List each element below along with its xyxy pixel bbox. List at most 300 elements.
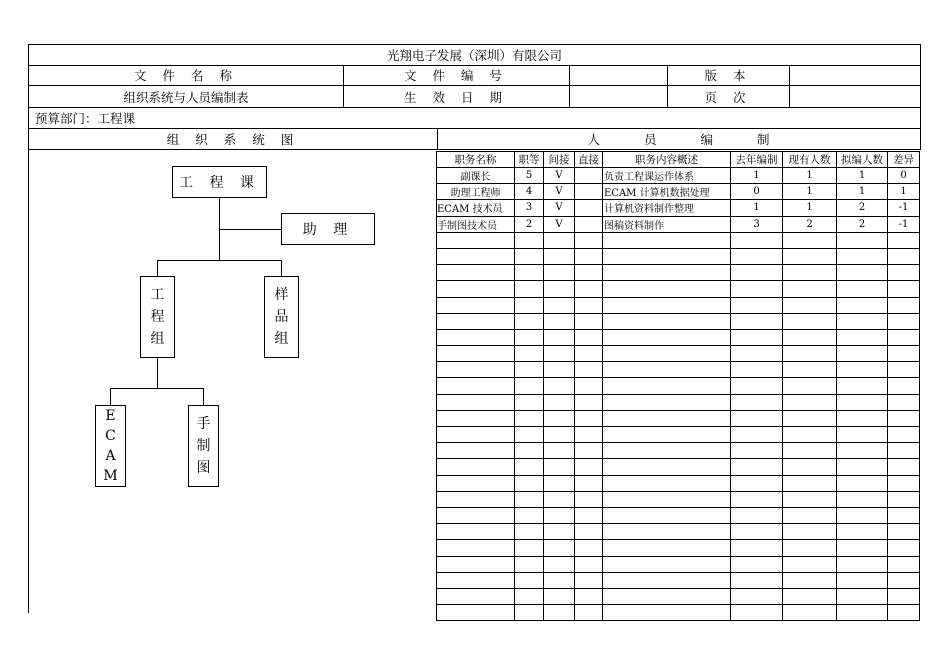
table-cell (544, 232, 575, 248)
table-cell (544, 410, 575, 426)
table-cell (544, 507, 575, 523)
org-char: M (103, 468, 118, 484)
table-cell (603, 475, 731, 491)
table-cell (603, 443, 731, 459)
table-cell (603, 281, 731, 297)
table-cell (783, 410, 837, 426)
table-cell (575, 200, 603, 216)
table-cell (603, 394, 731, 410)
org-chart-title: 组 织 系 统 图 (166, 132, 300, 147)
page-value (789, 86, 920, 107)
table-row-empty (437, 378, 920, 394)
org-char: 品 (274, 309, 289, 325)
table-row-empty (437, 427, 920, 443)
table-cell (544, 265, 575, 281)
table-cell (515, 410, 544, 426)
table-row-empty (437, 507, 920, 523)
table-row-empty (437, 540, 920, 556)
table-cell (603, 346, 731, 362)
table-cell: 1 (837, 168, 888, 184)
table-cell (783, 378, 837, 394)
budget-department: 预算部门：工程课 (35, 111, 136, 126)
table-cell (603, 248, 731, 264)
table-cell (837, 281, 888, 297)
table-cell: 1 (731, 168, 783, 184)
table-cell (783, 588, 837, 604)
table-cell (544, 378, 575, 394)
table-cell: 1 (731, 200, 783, 216)
table-cell (731, 540, 783, 556)
table-cell (437, 313, 515, 329)
table-cell (437, 475, 515, 491)
table-cell (731, 265, 783, 281)
table-cell (515, 556, 544, 572)
table-cell: V (544, 168, 575, 184)
table-cell (575, 168, 603, 184)
table-cell (515, 507, 544, 523)
table-cell (515, 281, 544, 297)
table-cell (888, 491, 920, 507)
col-header: 差异 (888, 152, 920, 168)
table-cell (783, 427, 837, 443)
table-cell (515, 605, 544, 621)
table-row-empty (437, 394, 920, 410)
table-cell (437, 605, 515, 621)
table-cell (837, 507, 888, 523)
org-box-sample-group (264, 276, 299, 358)
table-cell: ECAM 计算机数据处理 (603, 184, 731, 200)
table-cell (575, 313, 603, 329)
table-cell (783, 475, 837, 491)
table-cell (515, 475, 544, 491)
table-cell (544, 297, 575, 313)
table-cell (837, 443, 888, 459)
table-cell (888, 362, 920, 378)
table-cell (783, 265, 837, 281)
table-row-empty (437, 313, 920, 329)
table-cell (888, 313, 920, 329)
table-cell (888, 232, 920, 248)
table-row (437, 200, 920, 216)
table-cell (837, 362, 888, 378)
table-cell: 1 (888, 184, 920, 200)
org-char: 样 (274, 287, 289, 303)
table-cell (575, 232, 603, 248)
table-row-empty (437, 572, 920, 588)
org-char: 程 (150, 309, 165, 325)
table-row-empty (437, 491, 920, 507)
col-header: 拟编人数 (837, 152, 888, 168)
table-cell (888, 378, 920, 394)
table-row-empty (437, 232, 920, 248)
table-cell: 负责工程课运作体系 (603, 168, 731, 184)
org-char: 图 (196, 460, 211, 476)
staffing-table (436, 151, 920, 621)
table-cell (783, 394, 837, 410)
org-box-engineering-section: 工 程 课 (172, 166, 267, 198)
table-cell (437, 297, 515, 313)
table-cell: 3 (515, 200, 544, 216)
table-cell: 5 (515, 168, 544, 184)
table-cell: V (544, 216, 575, 232)
table-cell (515, 540, 544, 556)
table-cell (575, 297, 603, 313)
company-name: 光翔电子发展（深圳）有限公司 (386, 48, 562, 63)
table-cell (575, 394, 603, 410)
table-cell (888, 524, 920, 540)
table-cell (515, 524, 544, 540)
table-cell (837, 605, 888, 621)
table-cell (888, 329, 920, 345)
table-cell (731, 556, 783, 572)
table-cell (544, 524, 575, 540)
table-row-empty (437, 362, 920, 378)
table-cell (515, 378, 544, 394)
table-cell (837, 588, 888, 604)
table-cell (603, 362, 731, 378)
table-cell (603, 507, 731, 523)
table-cell (888, 572, 920, 588)
table-cell: 副课长 (437, 168, 515, 184)
file-name-label: 文 件 名 称 (134, 68, 238, 83)
table-cell (783, 540, 837, 556)
table-cell (731, 491, 783, 507)
table-cell (575, 265, 603, 281)
table-cell (731, 605, 783, 621)
table-cell (437, 588, 515, 604)
table-cell (837, 329, 888, 345)
table-cell (837, 524, 888, 540)
effective-date-label: 生 效 日 期 (404, 89, 508, 105)
table-cell (888, 540, 920, 556)
table-cell: 0 (731, 184, 783, 200)
table-cell (888, 475, 920, 491)
table-cell (888, 248, 920, 264)
table-cell (731, 281, 783, 297)
table-cell (783, 313, 837, 329)
table-cell (437, 459, 515, 475)
table-cell (575, 281, 603, 297)
table-cell (603, 329, 731, 345)
table-cell (575, 459, 603, 475)
table-cell: 0 (888, 168, 920, 184)
table-cell (437, 540, 515, 556)
table-cell (837, 491, 888, 507)
table-cell (837, 297, 888, 313)
table-cell (515, 394, 544, 410)
table-row-empty (437, 524, 920, 540)
table-cell (783, 459, 837, 475)
table-cell: -1 (888, 216, 920, 232)
table-cell (544, 313, 575, 329)
table-cell (603, 588, 731, 604)
table-cell: 1 (783, 168, 837, 184)
table-cell (575, 216, 603, 232)
table-cell (603, 605, 731, 621)
table-cell: 手制图技术员 (437, 216, 515, 232)
table-cell (731, 362, 783, 378)
table-cell (575, 248, 603, 264)
table-cell (515, 232, 544, 248)
table-cell (888, 297, 920, 313)
table-cell (731, 524, 783, 540)
table-cell (544, 248, 575, 264)
table-row-empty (437, 605, 920, 621)
table-cell (575, 329, 603, 345)
table-cell (575, 410, 603, 426)
table-cell (731, 507, 783, 523)
table-cell (783, 507, 837, 523)
table-cell (837, 346, 888, 362)
table-cell (888, 556, 920, 572)
table-cell (544, 605, 575, 621)
page-label: 页 次 (704, 89, 752, 105)
org-char: 制 (196, 438, 211, 454)
table-cell (783, 524, 837, 540)
table-cell (783, 556, 837, 572)
table-cell (888, 459, 920, 475)
table-cell (837, 475, 888, 491)
table-cell (515, 346, 544, 362)
col-header: 职务名称 (437, 152, 515, 168)
table-cell: V (544, 200, 575, 216)
table-cell (837, 459, 888, 475)
org-char: E (105, 408, 116, 424)
table-cell (783, 605, 837, 621)
table-cell (437, 443, 515, 459)
table-cell (888, 346, 920, 362)
col-header: 职等 (515, 152, 544, 168)
table-cell (783, 281, 837, 297)
table-cell (575, 362, 603, 378)
table-cell (544, 443, 575, 459)
table-cell (575, 475, 603, 491)
table-cell (544, 491, 575, 507)
table-cell (437, 329, 515, 345)
table-cell (837, 378, 888, 394)
table-cell (437, 362, 515, 378)
table-cell (437, 524, 515, 540)
table-cell: 3 (731, 216, 783, 232)
table-cell (515, 588, 544, 604)
table-cell (544, 556, 575, 572)
table-cell: V (544, 184, 575, 200)
table-cell (731, 410, 783, 426)
table-row (437, 168, 920, 184)
table-cell (603, 410, 731, 426)
table-row-empty (437, 556, 920, 572)
table-cell (837, 248, 888, 264)
effective-date-value (569, 86, 667, 107)
table-cell (515, 248, 544, 264)
table-row-empty (437, 443, 920, 459)
table-cell (731, 329, 783, 345)
table-cell (731, 313, 783, 329)
col-header: 去年编制 (731, 152, 783, 168)
table-row (437, 184, 920, 200)
table-cell: 4 (515, 184, 544, 200)
table-cell (731, 394, 783, 410)
section-header-row (28, 129, 921, 150)
table-cell: 2 (515, 216, 544, 232)
table-cell (888, 394, 920, 410)
table-cell: 2 (837, 200, 888, 216)
table-cell (837, 556, 888, 572)
table-cell (575, 605, 603, 621)
table-row-empty (437, 329, 920, 345)
table-cell (603, 265, 731, 281)
file-info-row-1 (28, 65, 921, 86)
table-cell (888, 507, 920, 523)
table-cell (515, 265, 544, 281)
table-cell (603, 556, 731, 572)
table-cell (575, 184, 603, 200)
table-cell (603, 297, 731, 313)
table-cell (575, 427, 603, 443)
table-cell: 2 (837, 216, 888, 232)
table-cell (575, 491, 603, 507)
table-cell (603, 427, 731, 443)
table-cell (515, 329, 544, 345)
table-cell (544, 572, 575, 588)
table-cell (837, 572, 888, 588)
table-cell: -1 (888, 200, 920, 216)
table-cell (515, 313, 544, 329)
table-cell (575, 524, 603, 540)
org-char: A (105, 448, 116, 464)
table-cell (544, 588, 575, 604)
table-cell: 1 (783, 184, 837, 200)
table-row-empty (437, 281, 920, 297)
table-cell (603, 491, 731, 507)
org-box-ecam (95, 405, 126, 487)
file-info-row-2 (28, 86, 921, 108)
table-cell (575, 540, 603, 556)
table-cell (437, 556, 515, 572)
table-cell (837, 540, 888, 556)
table-cell (575, 588, 603, 604)
org-char: 手 (196, 416, 211, 432)
table-row-empty (437, 297, 920, 313)
table-row-empty (437, 248, 920, 264)
table-cell (731, 248, 783, 264)
table-cell (603, 313, 731, 329)
table-cell (437, 572, 515, 588)
table-cell (575, 572, 603, 588)
table-cell (731, 572, 783, 588)
table-cell (544, 427, 575, 443)
table-cell (544, 475, 575, 491)
table-cell (437, 427, 515, 443)
org-box-assistant: 助 理 (281, 213, 375, 245)
table-row-empty (437, 410, 920, 426)
table-cell (783, 443, 837, 459)
table-cell (437, 232, 515, 248)
table-cell (888, 443, 920, 459)
table-cell: 助理工程师 (437, 184, 515, 200)
table-cell (437, 394, 515, 410)
table-cell (837, 394, 888, 410)
table-cell (603, 572, 731, 588)
table-cell (575, 507, 603, 523)
table-cell (731, 378, 783, 394)
table-cell (783, 329, 837, 345)
table-cell (437, 265, 515, 281)
table-cell (603, 232, 731, 248)
version-label: 版 本 (704, 68, 752, 83)
table-cell (515, 427, 544, 443)
table-cell (544, 346, 575, 362)
table-cell (437, 281, 515, 297)
table-cell (731, 346, 783, 362)
table-cell (544, 459, 575, 475)
org-char: C (105, 428, 116, 444)
table-cell (544, 329, 575, 345)
table-cell (731, 475, 783, 491)
table-cell (515, 362, 544, 378)
table-cell (888, 410, 920, 426)
budget-row (28, 108, 921, 129)
table-cell (888, 265, 920, 281)
table-cell (783, 362, 837, 378)
table-cell (888, 588, 920, 604)
table-cell (731, 297, 783, 313)
table-cell (544, 362, 575, 378)
org-char: 组 (274, 331, 289, 347)
col-header: 间接 (544, 152, 575, 168)
table-cell (575, 346, 603, 362)
table-row-empty (437, 459, 920, 475)
table-cell (837, 232, 888, 248)
table-cell (783, 572, 837, 588)
table-cell: 1 (783, 200, 837, 216)
table-cell (783, 232, 837, 248)
table-cell (603, 459, 731, 475)
table-cell (783, 297, 837, 313)
table-cell (437, 346, 515, 362)
table-cell (837, 313, 888, 329)
org-char: 组 (150, 331, 165, 347)
table-cell (515, 297, 544, 313)
col-header: 职务内容概述 (603, 152, 731, 168)
table-cell (731, 232, 783, 248)
table-cell: 图稿资料制作 (603, 216, 731, 232)
table-cell (437, 378, 515, 394)
table-cell (888, 605, 920, 621)
table-cell (544, 281, 575, 297)
table-cell (575, 378, 603, 394)
table-cell (575, 443, 603, 459)
table-cell (603, 378, 731, 394)
table-row-empty (437, 346, 920, 362)
org-char: 工 (150, 287, 165, 303)
table-cell (783, 491, 837, 507)
table-cell (575, 556, 603, 572)
table-cell (515, 459, 544, 475)
version-value (789, 65, 920, 85)
org-box-hand-drawing (188, 405, 219, 487)
table-cell: 1 (837, 184, 888, 200)
file-number-label: 文 件 编 号 (404, 68, 508, 83)
table-row-empty (437, 265, 920, 281)
col-header: 直接 (575, 152, 603, 168)
table-cell (888, 427, 920, 443)
org-box-engineering-group (140, 276, 175, 358)
table-cell (515, 572, 544, 588)
table-cell (837, 427, 888, 443)
table-cell (437, 248, 515, 264)
staffing-header-row (437, 152, 920, 168)
